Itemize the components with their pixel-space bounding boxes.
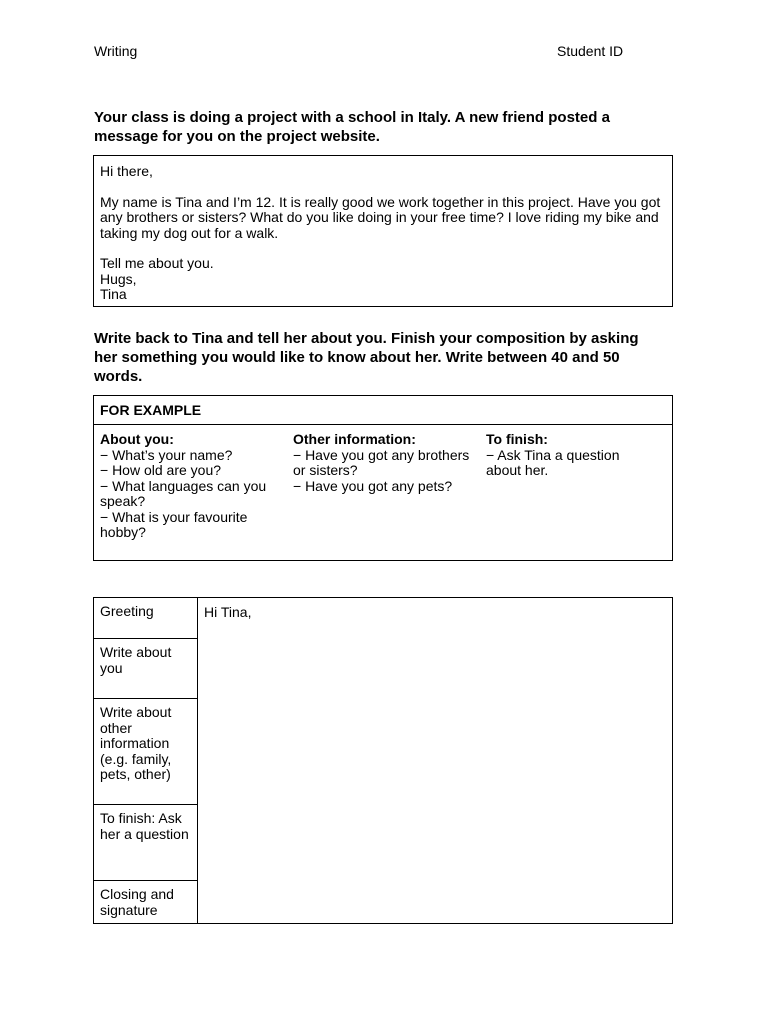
example-heading: Other information:: [293, 431, 416, 447]
example-column-other-information: [293, 432, 477, 494]
example-item: − What languages can you speak?: [100, 477, 267, 509]
example-title: FOR EXAMPLE: [94, 396, 672, 425]
label-other-information: Write about other information (e.g. family, pets, other): [94, 699, 198, 805]
message-box: [93, 155, 673, 307]
label-greeting: Greeting: [94, 598, 198, 639]
example-column-about-you: [100, 432, 280, 541]
label-write-about-you: Write about you: [94, 639, 198, 699]
header-student-id: Student ID: [557, 43, 624, 59]
example-item: − Have you got any pets?: [293, 477, 453, 494]
label-to-finish: To finish: Ask her a question: [94, 805, 198, 881]
instruction-1: Your class is doing a project with a school in Italy. A new friend posted a message for you on the project website.: [94, 109, 610, 145]
header-writing: Writing: [94, 43, 138, 59]
example-heading: To finish:: [486, 431, 548, 447]
message-closing-2: Hugs,: [100, 270, 137, 287]
example-box: [93, 395, 673, 561]
example-column-to-finish: [486, 432, 636, 479]
label-closing-signature: Closing and signature: [100, 886, 174, 918]
example-item: − Have you got any brothers or sisters?: [293, 446, 470, 478]
example-item: − Ask Tina a question about her.: [486, 446, 620, 478]
example-item: − What’s your name?: [100, 446, 233, 463]
message-signature: Tina: [100, 286, 127, 302]
message-closing-1: Tell me about you.: [100, 255, 214, 271]
example-item: − How old are you?: [100, 462, 222, 478]
message-paragraph: My name is Tina and I’m 12. It is really good we work together in this project. Have you got any brothers or sisters? What do you like doing in your free time? I love riding my bike and taking my dog out for a walk.: [100, 193, 661, 241]
example-item: − What is your favourite hobby?: [100, 508, 248, 540]
message-greeting: Hi there,: [100, 163, 153, 179]
example-heading: About you:: [100, 431, 174, 447]
answer-area[interactable]: Hi Tina,: [204, 604, 252, 620]
instruction-2: Write back to Tina and tell her about you. Finish your composition by asking her something you would like to know about her. Write between 40 and 50 words.: [94, 330, 639, 385]
